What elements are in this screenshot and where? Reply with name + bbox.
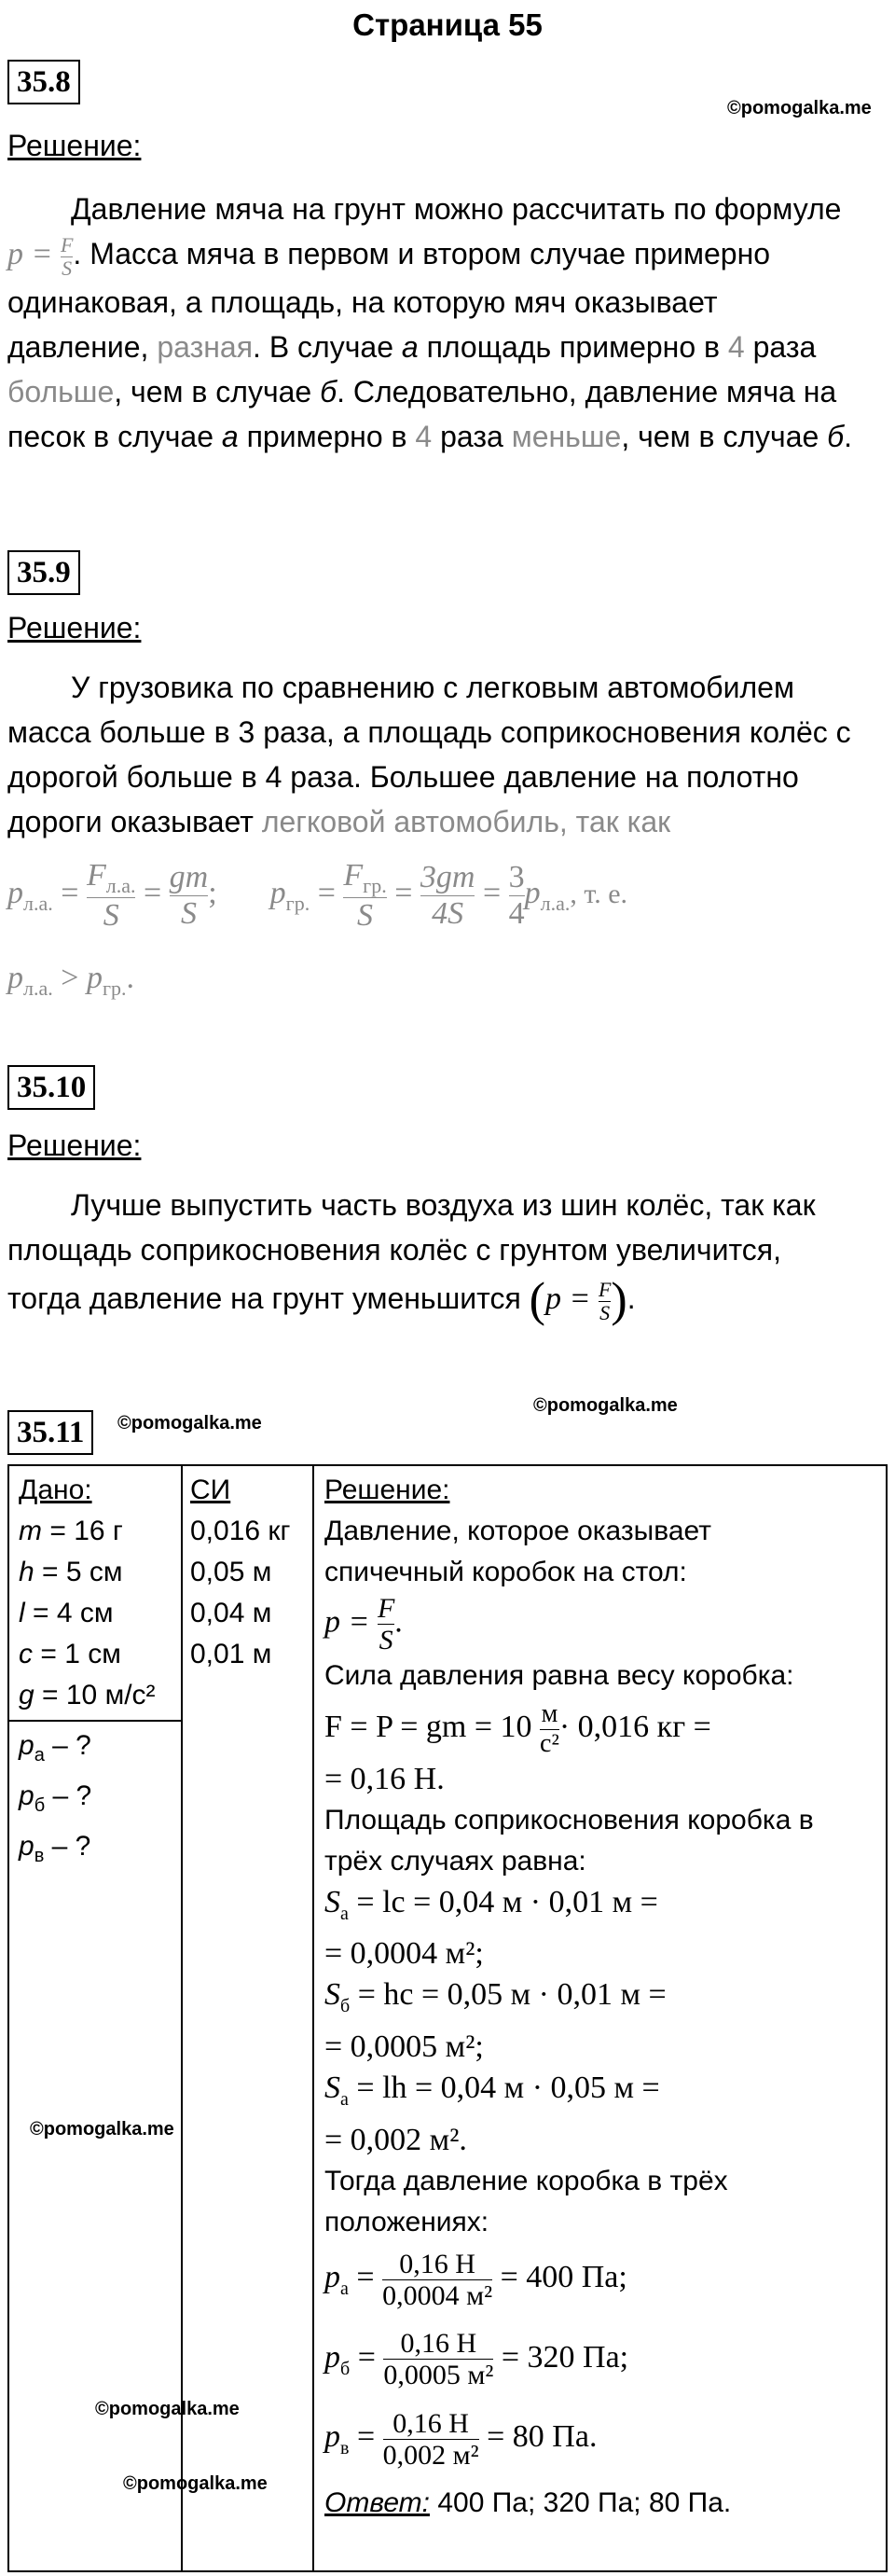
- subscript: а: [340, 2088, 349, 2110]
- fraction-numerator: F: [377, 1593, 395, 1624]
- fraction: [383, 2328, 493, 2390]
- fraction-denominator: 4: [508, 895, 525, 931]
- text-line: Лучше выпустить часть воздуха из шин колёс, так как: [71, 1188, 816, 1222]
- fraction-denominator: S: [62, 256, 73, 280]
- solution-heading: Решение:: [7, 129, 142, 162]
- subscript: а: [34, 1745, 45, 1766]
- problem-number-35-11: 35.11: [7, 1410, 93, 1455]
- paren-open: (: [529, 1273, 545, 1327]
- equals: =: [482, 875, 502, 910]
- solution-formula: [324, 1974, 884, 2027]
- text-span: примерно в: [246, 419, 407, 453]
- page-title: Страница 55: [352, 7, 543, 42]
- greater-than: >: [61, 961, 79, 995]
- subscript: б: [340, 2358, 351, 2379]
- fraction: [509, 860, 525, 931]
- fraction-numerator: 0,16 Н: [399, 2248, 475, 2279]
- fraction: [170, 860, 209, 931]
- fraction: [383, 2408, 479, 2471]
- given-value: = 5 см: [34, 1557, 123, 1587]
- formula: [544, 1277, 612, 1324]
- formula-lhs: p =: [7, 237, 53, 271]
- solution-formula: = 0,002 м².: [324, 2122, 467, 2157]
- find-value: – ?: [45, 1780, 92, 1811]
- solution-formula: = 0,0004 м²;: [324, 1936, 484, 1972]
- given-item: [19, 1593, 156, 1634]
- text-line: [7, 1273, 893, 1327]
- symbol-p: p: [524, 875, 541, 910]
- problem-number-35-10: 35.10: [7, 1065, 95, 1110]
- fraction-denominator: 0,0004 м²: [382, 2279, 493, 2311]
- variable: h: [19, 1557, 34, 1587]
- equals: =: [143, 875, 162, 910]
- highlighted-text: разная: [157, 329, 254, 364]
- given-value: = 10 м/с²: [34, 1680, 156, 1710]
- solution-line: Сила давления равна весу коробка:: [324, 1660, 794, 1691]
- si-value: 0,05 м: [190, 1557, 272, 1587]
- find-item: [19, 1826, 91, 1877]
- symbol-S: S: [180, 895, 197, 931]
- fraction-denominator: [420, 895, 475, 931]
- fraction: [540, 1700, 559, 1759]
- result-pa: $p_а$ = $\frac{0,16 Н}{\text{0,0004 м²}}$ = 400 Па;: [324, 2248, 627, 2311]
- variable: б: [320, 374, 337, 409]
- variable: p: [19, 1730, 34, 1761]
- text-span: .: [126, 961, 134, 995]
- given-item: [19, 1634, 156, 1675]
- text-span: . В случае: [253, 329, 393, 364]
- si-heading: СИ: [190, 1475, 231, 1505]
- symbol-3gm: 3gm: [420, 860, 475, 895]
- text-line: У грузовика по сравнению с легковым автомобилем: [71, 671, 794, 704]
- text-span: площадь примерно в: [426, 329, 721, 364]
- symbol-4S: 4S: [432, 895, 464, 931]
- text-span: раза: [752, 329, 817, 364]
- formula-text: F = P = gm = 10: [324, 1710, 532, 1744]
- symbol-p: p: [269, 875, 286, 910]
- symbol-p: p: [86, 961, 103, 995]
- result-value: = 320 Па;: [501, 2339, 629, 2375]
- answer-line: [324, 2483, 884, 2524]
- column-divider: [312, 1466, 314, 2570]
- variable: а: [401, 329, 419, 364]
- watermark: ©pomogalka.me: [30, 2119, 174, 2140]
- text-line: дорогой больше в 4 раза. Большее давление на полотно: [7, 760, 799, 794]
- fraction-numerator: м: [541, 1698, 558, 1728]
- solution-column: [324, 1470, 884, 2524]
- given-item: [19, 1552, 156, 1593]
- fraction: [87, 858, 136, 933]
- fraction-denominator: S: [599, 1300, 611, 1324]
- si-value: 0,01 м: [190, 1639, 272, 1669]
- find-value: – ?: [44, 1730, 91, 1761]
- given-value: = 16 г: [42, 1516, 123, 1546]
- variable: c: [19, 1639, 33, 1669]
- variable: m: [19, 1516, 42, 1546]
- text-span: , чем в случае: [114, 374, 312, 409]
- problem-35-9-text: [7, 665, 893, 844]
- solution-line: положениях:: [324, 2206, 489, 2237]
- symbol-p: p: [324, 2419, 340, 2455]
- formula: [7, 232, 74, 280]
- subscript: гр.: [285, 891, 310, 915]
- text-span: , чем в случае: [621, 419, 819, 453]
- symbol-p: p: [7, 961, 23, 995]
- given-heading: Дано:: [19, 1475, 92, 1505]
- subscript: в: [34, 1846, 45, 1866]
- symbol-p: p: [324, 2339, 340, 2375]
- fraction: [420, 860, 475, 931]
- solution-heading: Решение:: [7, 1129, 142, 1162]
- text-span: .: [394, 1604, 403, 1640]
- separator: ;: [208, 875, 217, 910]
- highlighted-number: 4: [727, 329, 745, 364]
- variable: p: [19, 1831, 34, 1862]
- text-line: одинаковая, а площадь, на которую мяч оказывает: [7, 284, 718, 319]
- fraction-denominator: 0,0005 м²: [383, 2360, 494, 2391]
- subscript: б: [340, 1996, 351, 2017]
- fraction: [382, 2249, 492, 2311]
- watermark: ©pomogalka.me: [117, 1413, 262, 1433]
- fraction-numerator: [420, 860, 475, 894]
- find-value: – ?: [44, 1831, 91, 1862]
- variable: а: [221, 419, 239, 453]
- fraction: [61, 234, 73, 280]
- symbol-S: S: [357, 897, 374, 933]
- result-value: = 400 Па;: [500, 2259, 627, 2294]
- subscript: а: [340, 1903, 349, 1924]
- solution-formula: [324, 1882, 884, 1934]
- subscript: в: [340, 2438, 350, 2459]
- problem-number-35-8: 35.8: [7, 60, 80, 104]
- watermark: ©pomogalka.me: [727, 98, 872, 118]
- text-span: песок в случае: [7, 419, 213, 453]
- solution-formula: [324, 1697, 884, 1759]
- text-line: [7, 414, 893, 459]
- variable: p: [19, 1780, 34, 1811]
- variable: l: [19, 1598, 25, 1628]
- task-table: [7, 1464, 888, 2572]
- solution-line: Давление, которое оказывает: [324, 1516, 711, 1546]
- text-line: [7, 799, 893, 844]
- text-line: площадь соприкосновения колёс с грунтом увеличится,: [7, 1233, 781, 1267]
- solution-heading: Решение:: [7, 611, 142, 644]
- given-item: [19, 1511, 156, 1552]
- text-span: дороги оказывает: [7, 805, 254, 838]
- symbol-F: F: [86, 858, 106, 893]
- fraction-numerator: F: [60, 232, 74, 256]
- text-span: .: [626, 1281, 636, 1315]
- fraction-denominator: 0,002 м²: [382, 2440, 479, 2472]
- subscript: л.а.: [540, 891, 571, 915]
- symbol-F: F: [343, 858, 364, 893]
- text-span: тогда давление на грунт уменьшится: [7, 1281, 521, 1315]
- text-span: давление,: [7, 329, 149, 364]
- fraction-numerator: [170, 860, 209, 894]
- highlighted-text: меньше: [511, 419, 622, 453]
- fraction: [343, 858, 386, 933]
- fraction-numerator: [87, 858, 136, 897]
- result-pb: $p_б$ = $\frac{0,16 Н}{\text{0,0005 м²}}$ = 320 Па;: [324, 2328, 629, 2391]
- given-value: = 4 см: [24, 1598, 114, 1628]
- text-line: [7, 369, 893, 414]
- watermark: ©pomogalka.me: [123, 2473, 268, 2494]
- subscript: гр.: [102, 976, 127, 1000]
- problem-35-8-text: [7, 187, 893, 459]
- formula-lhs: p =: [324, 1604, 370, 1640]
- symbol-gm: gm: [169, 860, 209, 895]
- si-column: [190, 1470, 290, 1675]
- solution-line: Тогда давление коробка в трёх: [324, 2165, 728, 2196]
- subscript: л.а.: [23, 891, 53, 915]
- subscript: л.а.: [105, 873, 136, 897]
- fraction-denominator: [170, 895, 209, 931]
- symbol-S: S: [324, 1884, 340, 1919]
- text-line: [7, 231, 893, 280]
- equation-line-1: [7, 858, 627, 933]
- symbol-S: S: [103, 897, 119, 933]
- solution-formula: [324, 2068, 884, 2120]
- fraction-numerator: 0,16 Н: [400, 2328, 477, 2360]
- formula-text: = lc = 0,04 м · 0,01 м =: [348, 1884, 658, 1919]
- given-value: = 1 см: [33, 1639, 121, 1669]
- given-divider: [9, 1720, 183, 1722]
- answer-label: Ответ:: [324, 2487, 430, 2519]
- highlighted-text: легковой автомобиль, так как: [261, 805, 671, 838]
- find-item: [19, 1776, 91, 1826]
- text-span: раза: [440, 419, 503, 453]
- highlighted-number: 4: [415, 419, 433, 453]
- solution-line: спичечный коробок на стол:: [324, 1557, 687, 1587]
- symbol-S: S: [324, 2070, 340, 2106]
- si-value: 0,04 м: [190, 1598, 272, 1628]
- fraction-numerator: F: [598, 1277, 612, 1301]
- solution-formula: = 0,0005 м²;: [324, 2029, 484, 2065]
- formula-text: · 0,016 кг =: [558, 1710, 711, 1744]
- formula-lhs: p =: [544, 1281, 591, 1316]
- variable: б: [827, 419, 845, 453]
- fraction: [378, 1593, 394, 1655]
- symbol-p: p: [324, 2259, 340, 2294]
- text-span: .: [844, 419, 853, 453]
- text-span: , т. е.: [570, 878, 628, 909]
- subscript: б: [34, 1795, 46, 1816]
- text-line: [7, 325, 893, 369]
- given-item: [19, 1675, 156, 1716]
- answer-value: 400 Па; 320 Па; 80 Па.: [430, 2487, 732, 2519]
- equation-line-2: [7, 961, 134, 1001]
- fraction: [599, 1279, 611, 1324]
- solution-line: трёх случаях равна:: [324, 1845, 586, 1877]
- symbol-S: S: [324, 1977, 340, 2013]
- equals: =: [61, 875, 79, 910]
- subscript: л.а.: [23, 976, 53, 1000]
- text-line: Давление мяча на грунт можно рассчитать по формуле: [71, 192, 842, 226]
- text-span: . Следовательно, давление мяча на: [337, 374, 837, 409]
- solution-heading: Решение:: [324, 1475, 450, 1505]
- problem-35-10-text: [7, 1183, 893, 1327]
- fraction-numerator: 0,16 Н: [392, 2408, 469, 2440]
- given-column: [19, 1470, 156, 1716]
- solution-line: Площадь соприкосновения коробка в: [324, 1804, 814, 1835]
- fraction-numerator: [343, 858, 386, 897]
- equals: =: [394, 875, 413, 910]
- watermark: ©pomogalka.me: [95, 2399, 240, 2419]
- subscript: гр.: [363, 873, 387, 897]
- si-value: 0,016 кг: [190, 1516, 291, 1546]
- watermark: ©pomogalka.me: [533, 1395, 678, 1416]
- find-column: [19, 1725, 91, 1877]
- solution-formula: [324, 1593, 884, 1655]
- result-value: = 80 Па.: [487, 2419, 598, 2455]
- find-item: [19, 1725, 91, 1776]
- fraction-denominator: [343, 897, 386, 933]
- text-line: масса больше в 3 раза, а площадь соприкосновения колёс с: [7, 715, 851, 749]
- formula-text: = lh = 0,04 м · 0,05 м =: [348, 2070, 660, 2106]
- variable: g: [19, 1680, 34, 1710]
- problem-number-35-9: 35.9: [7, 550, 80, 595]
- highlighted-text: больше: [7, 374, 115, 409]
- formula-text: = hc = 0,05 м · 0,01 м =: [350, 1977, 667, 2013]
- text-span: . Масса мяча в первом и втором случае примерно: [73, 237, 771, 270]
- fraction-denominator: с²: [540, 1728, 559, 1758]
- fraction-denominator: S: [379, 1625, 393, 1655]
- equals: =: [317, 875, 336, 910]
- fraction-numerator: 3: [508, 860, 525, 895]
- paren-close: ): [611, 1273, 627, 1327]
- result-pv: $p_в$ = $\frac{0,16 Н}{\text{0,002 м²}}$ = 80 Па.: [324, 2408, 598, 2472]
- subscript: а: [340, 2278, 349, 2299]
- symbol-p: p: [7, 875, 23, 910]
- fraction-denominator: [87, 897, 136, 933]
- solution-formula: = 0,16 Н.: [324, 1761, 445, 1796]
